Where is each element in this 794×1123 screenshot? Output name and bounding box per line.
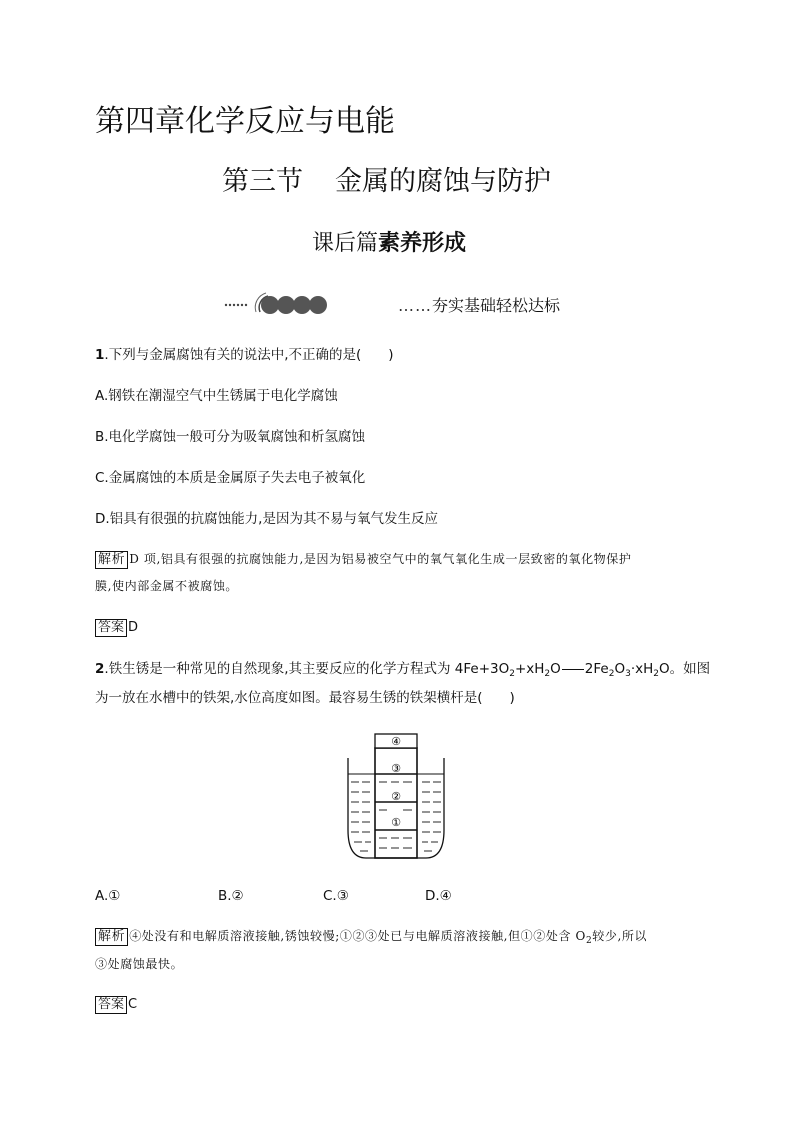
q1-analysis-line1: D 项,铝具有很强的抗腐蚀能力,是因为铝易被空气中的氧气氧化生成一层致密的氧化物保护 bbox=[129, 552, 632, 566]
figure-label-2: ② bbox=[391, 790, 401, 803]
q1-option-a: A.钢铁在潮湿空气中生锈属于电化学腐蚀 bbox=[95, 388, 338, 404]
q2-analysis-line2: ③处腐蚀最快。 bbox=[95, 957, 184, 971]
q1-analysis bbox=[95, 551, 631, 569]
figure-label-4: ④ bbox=[391, 735, 401, 748]
chapter-title: 第四章化学反应与电能 bbox=[95, 104, 395, 139]
page-title-bold: 素养形成 bbox=[378, 231, 467, 256]
q1-answer-value: D bbox=[128, 620, 139, 635]
section-name: 金属的腐蚀与防护 bbox=[335, 166, 551, 197]
q2-stem-c: +xH bbox=[514, 661, 545, 677]
q2-stem-h: O bbox=[614, 661, 626, 677]
q2-stem-l: O。如图 bbox=[659, 661, 711, 677]
subheading-dots: …… bbox=[398, 296, 432, 315]
q2-answer bbox=[95, 996, 137, 1014]
q2-stem-j: ·xH bbox=[630, 661, 654, 677]
section-title bbox=[222, 164, 551, 200]
q2-stem-line2: 为一放在水槽中的铁架,水位高度如图。最容易生锈的铁架横杆是( ) bbox=[95, 690, 515, 706]
analysis-tag: 解析 bbox=[95, 551, 128, 569]
q1-stem bbox=[95, 345, 394, 365]
q2-stem-a: .铁生锈是一种常见的自然现象,其主要反应的化学方程式为 4Fe+3O bbox=[104, 661, 510, 677]
sub-2: 2 bbox=[544, 669, 551, 679]
q1-answer bbox=[95, 619, 138, 637]
figure-label-3: ③ bbox=[391, 762, 401, 775]
analysis-tag: 解析 bbox=[95, 928, 128, 946]
answer-tag: 答案 bbox=[95, 619, 127, 637]
subheading-text: 夯实基础轻松达标 bbox=[432, 296, 561, 315]
sub-2: 2 bbox=[585, 936, 593, 946]
q2-option-a: A.① bbox=[95, 888, 121, 904]
q1-number: 1 bbox=[95, 347, 105, 363]
q1-option-c: C.金属腐蚀的本质是金属原子失去电子被氧化 bbox=[95, 470, 366, 486]
section-number: 第三节 bbox=[222, 166, 303, 197]
answer-tag: 答案 bbox=[95, 996, 127, 1014]
sub-2: 2 bbox=[653, 669, 659, 679]
figure-label-1: ① bbox=[391, 816, 401, 829]
q1-stem-text: .下列与金属腐蚀有关的说法中,不正确的是( ) bbox=[104, 347, 394, 363]
q1-analysis-line2: 膜,使内部金属不被腐蚀。 bbox=[95, 579, 239, 593]
sub-2: 2 bbox=[509, 669, 515, 679]
q2-answer-value: C bbox=[128, 997, 138, 1012]
q2-analysis bbox=[95, 928, 647, 949]
q2-option-c: C.③ bbox=[323, 888, 349, 904]
iron-rack-figure bbox=[346, 730, 446, 862]
page-title-prefix: 课后篇 bbox=[312, 231, 379, 256]
q2-stem bbox=[95, 659, 710, 684]
q2-stem-e: O bbox=[550, 661, 561, 677]
q1-option-d: D.铝具有很强的抗腐蚀能力,是因为其不易与氧气发生反应 bbox=[95, 511, 438, 527]
page-title bbox=[312, 228, 466, 260]
q2-stem-f: 2Fe bbox=[584, 661, 609, 677]
q2-option-d: D.④ bbox=[425, 888, 452, 904]
q1-option-b: B.电化学腐蚀一般可分为吸氧腐蚀和析氢腐蚀 bbox=[95, 429, 366, 445]
equals-sign bbox=[562, 669, 584, 670]
sub-3: 3 bbox=[625, 669, 631, 679]
water-tank-diagram bbox=[346, 730, 446, 862]
q2-number: 2 bbox=[95, 661, 105, 677]
q2-analysis-b: 较少,所以 bbox=[592, 929, 648, 943]
sub-2: 2 bbox=[608, 669, 615, 679]
decorative-circles-icon bbox=[224, 290, 364, 320]
subheading bbox=[398, 294, 560, 318]
q2-option-b: B.② bbox=[218, 888, 244, 904]
q2-options bbox=[95, 886, 452, 906]
q2-analysis-a: ④处没有和电解质溶液接触,锈蚀较慢;①②③处已与电解质溶液接触,但①②处含 O bbox=[129, 929, 586, 943]
